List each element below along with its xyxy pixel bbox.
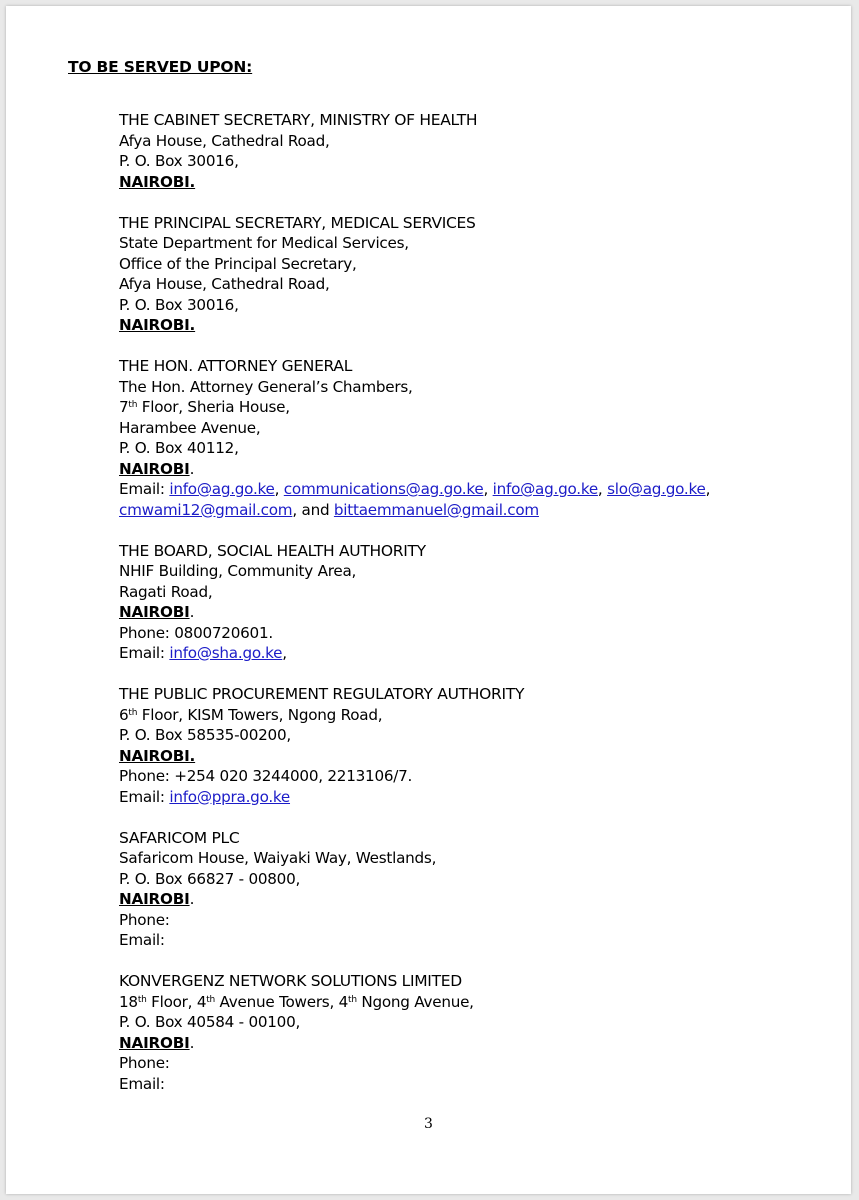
city: NAIROBI: [119, 603, 190, 621]
ordinal-suffix: th: [137, 994, 147, 1005]
email-link[interactable]: info@ag.go.ke: [169, 480, 275, 498]
city-line: [119, 1033, 799, 1054]
party-name: THE BOARD, SOCIAL HEALTH AUTHORITY: [119, 541, 426, 560]
party-safaricom: [119, 828, 799, 951]
address-line: Harambee Avenue,: [119, 418, 261, 437]
address-line: P. O. Box 40584 - 00100,: [119, 1013, 301, 1031]
email-line: Email: info@ag.go.ke, communications@ag.go.ke, info@ag.go.ke, slo@ag.go.ke, cmwami12@gmail.com, and bittaemmanuel@gmail.com: [119, 480, 711, 519]
address-part: Avenue Towers, 4: [214, 992, 349, 1011]
email-link[interactable]: bittaemmanuel@gmail.com: [333, 500, 539, 519]
phone-label: Phone: [119, 623, 165, 642]
separator: , and: [292, 500, 330, 519]
email-link[interactable]: communications@ag.go.ke: [283, 480, 484, 498]
address-line: NHIF Building, Community Area,: [119, 562, 357, 580]
city-line: [119, 459, 799, 480]
party-name: THE PRINCIPAL SECRETARY, MEDICAL SERVICES: [119, 213, 476, 232]
party-name: THE HON. ATTORNEY GENERAL: [119, 357, 353, 375]
city-suffix: .: [189, 459, 195, 478]
party-name: KONVERGENZ NETWORK SOLUTIONS LIMITED: [119, 972, 462, 990]
city-line: [119, 889, 799, 910]
city-line: [119, 602, 799, 623]
phone-value: : +254 020 3244000, 2213106/7.: [164, 767, 413, 785]
city: NAIROBI.: [119, 746, 196, 765]
address-line: Office of the Principal Secretary,: [119, 254, 357, 273]
address-line: Ragati Road,: [119, 582, 213, 601]
phone-label: Phone: [119, 767, 165, 785]
email-label: Email: [119, 644, 160, 662]
floor-rest: Floor, Sheria House,: [137, 398, 290, 416]
ordinal-suffix: th: [128, 707, 138, 718]
email-label: Email: [119, 787, 160, 806]
address-line: Safaricom House, Waiyaki Way, Westlands,: [119, 849, 437, 867]
party-attorney-general: [119, 356, 799, 520]
separator: ,: [597, 480, 603, 498]
address-line: P. O. Box 30016,: [119, 152, 239, 170]
email-label: Email:: [119, 931, 165, 949]
document-page: [6, 6, 851, 1194]
party-name: THE CABINET SECRETARY, MINISTRY OF HEALTH: [119, 111, 478, 129]
email-link[interactable]: slo@ag.go.ke: [607, 480, 706, 498]
email-link[interactable]: info@sha.go.ke: [169, 644, 283, 662]
address-part: Ngong Avenue,: [356, 992, 474, 1011]
party-konvergenz: [119, 971, 799, 1094]
ordinal-suffix: th: [348, 994, 357, 1005]
city: NAIROBI.: [119, 172, 196, 191]
page-number: 3: [424, 1116, 433, 1132]
address-line: [119, 397, 799, 418]
email-link[interactable]: info@ppra.go.ke: [169, 787, 291, 806]
address-line: The Hon. Attorney General’s Chambers,: [119, 377, 413, 396]
city: NAIROBI: [119, 459, 190, 478]
address-line: P. O. Box 40112,: [119, 439, 239, 457]
served-upon-heading: TO BE SERVED UPON:: [68, 58, 253, 76]
phone-label: Phone:: [119, 1054, 170, 1072]
ordinal-suffix: th: [206, 994, 215, 1005]
party-principal-secretary: [119, 213, 799, 336]
email-line: Email: info@ppra.go.ke: [119, 787, 291, 806]
email-line: Email: info@sha.go.ke,: [119, 644, 287, 662]
party-ppra: [119, 684, 799, 807]
party-name: THE PUBLIC PROCUREMENT REGULATORY AUTHORITY: [119, 685, 525, 703]
party-social-health-authority: [119, 541, 799, 664]
phone-line: [119, 766, 799, 787]
city: NAIROBI: [119, 1033, 190, 1052]
parties-list: [119, 110, 799, 1115]
city-suffix: .: [189, 1033, 195, 1052]
phone-value: : 0800720601.: [164, 623, 273, 642]
address-part: Floor, 4: [146, 992, 207, 1011]
floor-rest: Floor, KISM Towers, Ngong Road,: [137, 705, 383, 724]
party-name: SAFARICOM PLC: [119, 828, 240, 847]
address-line: Afya House, Cathedral Road,: [119, 131, 330, 150]
email-suffix: ,: [282, 644, 287, 662]
party-cabinet-secretary: [119, 110, 799, 192]
separator: ,: [483, 480, 489, 498]
address-line: P. O. Box 30016,: [119, 295, 239, 314]
ordinal-suffix: th: [128, 400, 138, 410]
city-suffix: .: [189, 890, 195, 908]
address-line: P. O. Box 66827 - 00800,: [119, 869, 301, 888]
email-link[interactable]: info@ag.go.ke: [492, 480, 598, 498]
address-line: P. O. Box 58535-00200,: [119, 726, 291, 744]
address-line: [119, 705, 799, 726]
address-line: [119, 992, 799, 1013]
address-line: Afya House, Cathedral Road,: [119, 275, 330, 293]
city: NAIROBI: [119, 890, 190, 908]
phone-line: [119, 623, 799, 644]
floor-number: 6: [119, 705, 129, 724]
email-label: Email: [119, 480, 160, 498]
phone-label: Phone:: [119, 910, 170, 929]
floor-number: 18: [119, 992, 138, 1011]
separator: ,: [705, 480, 711, 498]
separator: ,: [274, 480, 280, 498]
city-suffix: .: [189, 603, 195, 621]
email-label: Email:: [119, 1074, 165, 1093]
address-line: State Department for Medical Services,: [119, 234, 409, 252]
floor-number: 7: [119, 398, 129, 416]
city: NAIROBI.: [119, 316, 196, 334]
email-link[interactable]: cmwami12@gmail.com: [119, 500, 293, 519]
